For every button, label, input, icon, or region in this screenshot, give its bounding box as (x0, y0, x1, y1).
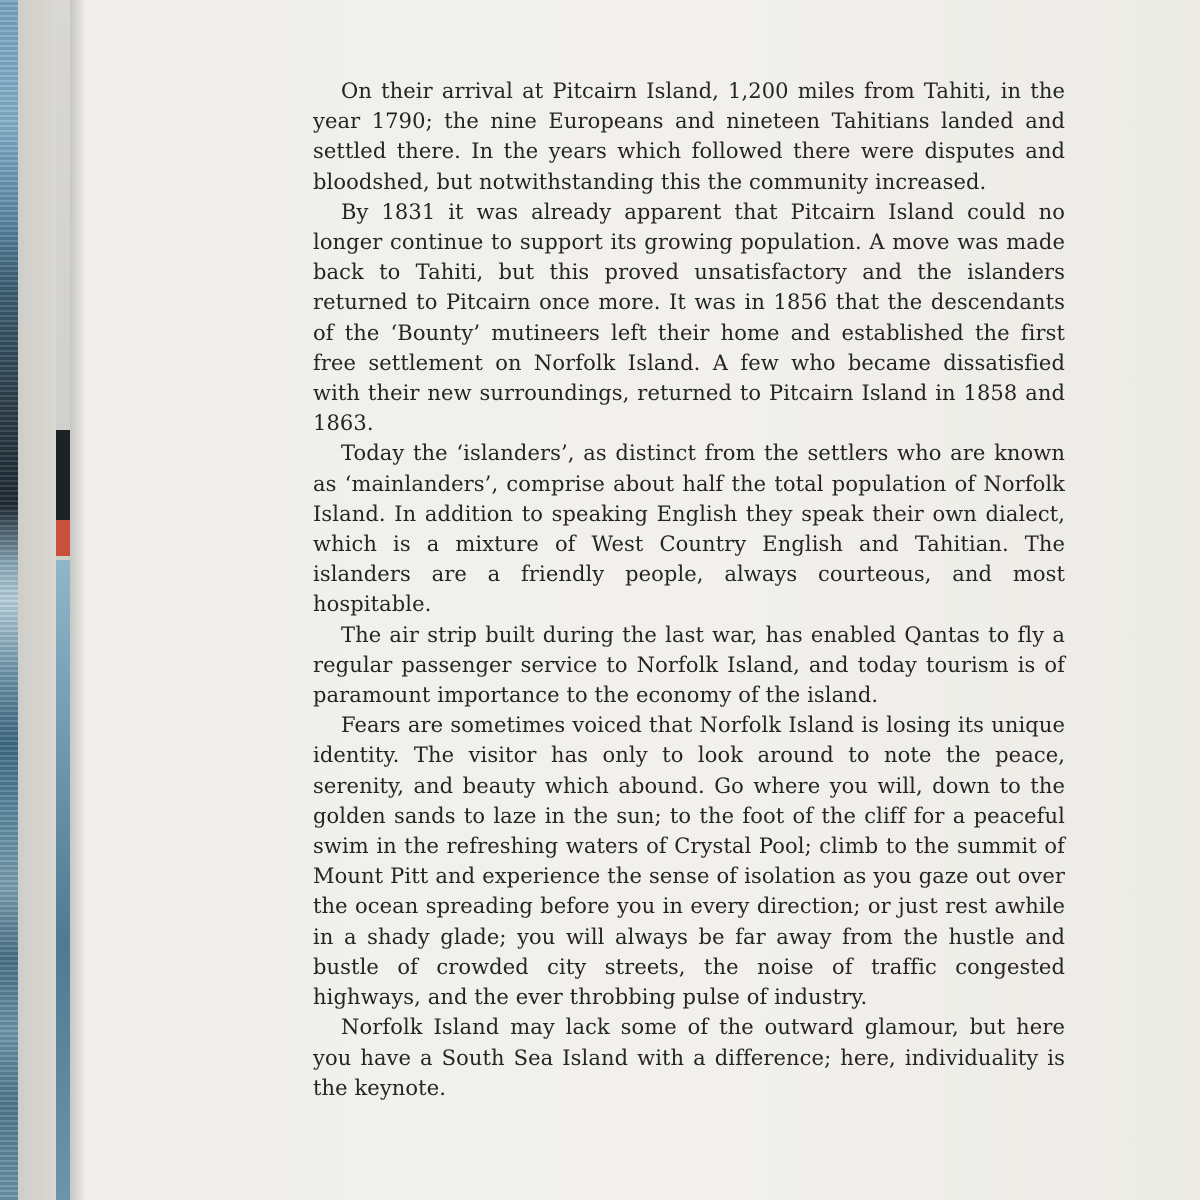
paragraph: Today the ‘islanders’, as distinct from the settlers who are known as ‘mainlanders’, comprise about half the total population of Norfolk Island. In addition to speaking English they speak their own dialect, which is a mixture of West Country English and Tahitian. The islanders are a friendly people, always courteous, and most hospitable. (313, 441, 1065, 617)
photo-edge-dark (56, 430, 70, 520)
paragraph: On their arrival at Pitcairn Island, 1,200 miles from Tahiti, in the year 1790; the nine Europeans and nineteen Tahitians landed and settled there. In the years which followed there were disputes and bloodshed, but notwithstanding this the community increased. (313, 79, 1065, 194)
photo-edge-sea (56, 560, 70, 1200)
paragraph: By 1831 it was already apparent that Pitcairn Island could no longer continue to support its growing population. A move was made back to Tahiti, but this proved unsatisfactory and the islanders returned to Pitcairn once more. It was in 1856 that the descendants of the ‘Bounty’ mutineers left their home and established the first free settlement on Norfolk Island. A few who became dissatisfied with their new surroundings, returned to Pitcairn Island in 1858 and 1863. (313, 199, 1065, 436)
adjacent-photo-strip (0, 0, 18, 1200)
photo-edge-red (56, 520, 70, 556)
paragraph: Norfolk Island may lack some of the outward glamour, but here you have a South Sea Island with a difference; here, individuality is the keynote. (313, 1015, 1065, 1100)
paragraph: Fears are sometimes voiced that Norfolk Island is losing its unique identity. The visitor has only to look around to note the peace, serenity, and beauty which abound. Go where you will, down to the golden sands to laze in the sun; to the foot of the cliff for a peaceful swim in the refreshing waters of Crystal Pool; climb to the summit of Mount Pitt and experience the sense of isolation as you gaze out over the ocean spreading before you in every direction; or just rest awhile in a shady glade; you will always be far away from the hustle and bustle of crowded city streets, the noise of traffic congested highways, and the ever throbbing pulse of industry. (313, 713, 1065, 1010)
page-gutter (18, 0, 56, 1200)
paragraph: The air strip built during the last war, has enabled Qantas to fly a regular passenger service to Norfolk Island, and today tourism is of paramount importance to the economy of the island. (313, 622, 1065, 708)
body-text (313, 76, 1065, 1103)
text-page (70, 0, 1200, 1200)
